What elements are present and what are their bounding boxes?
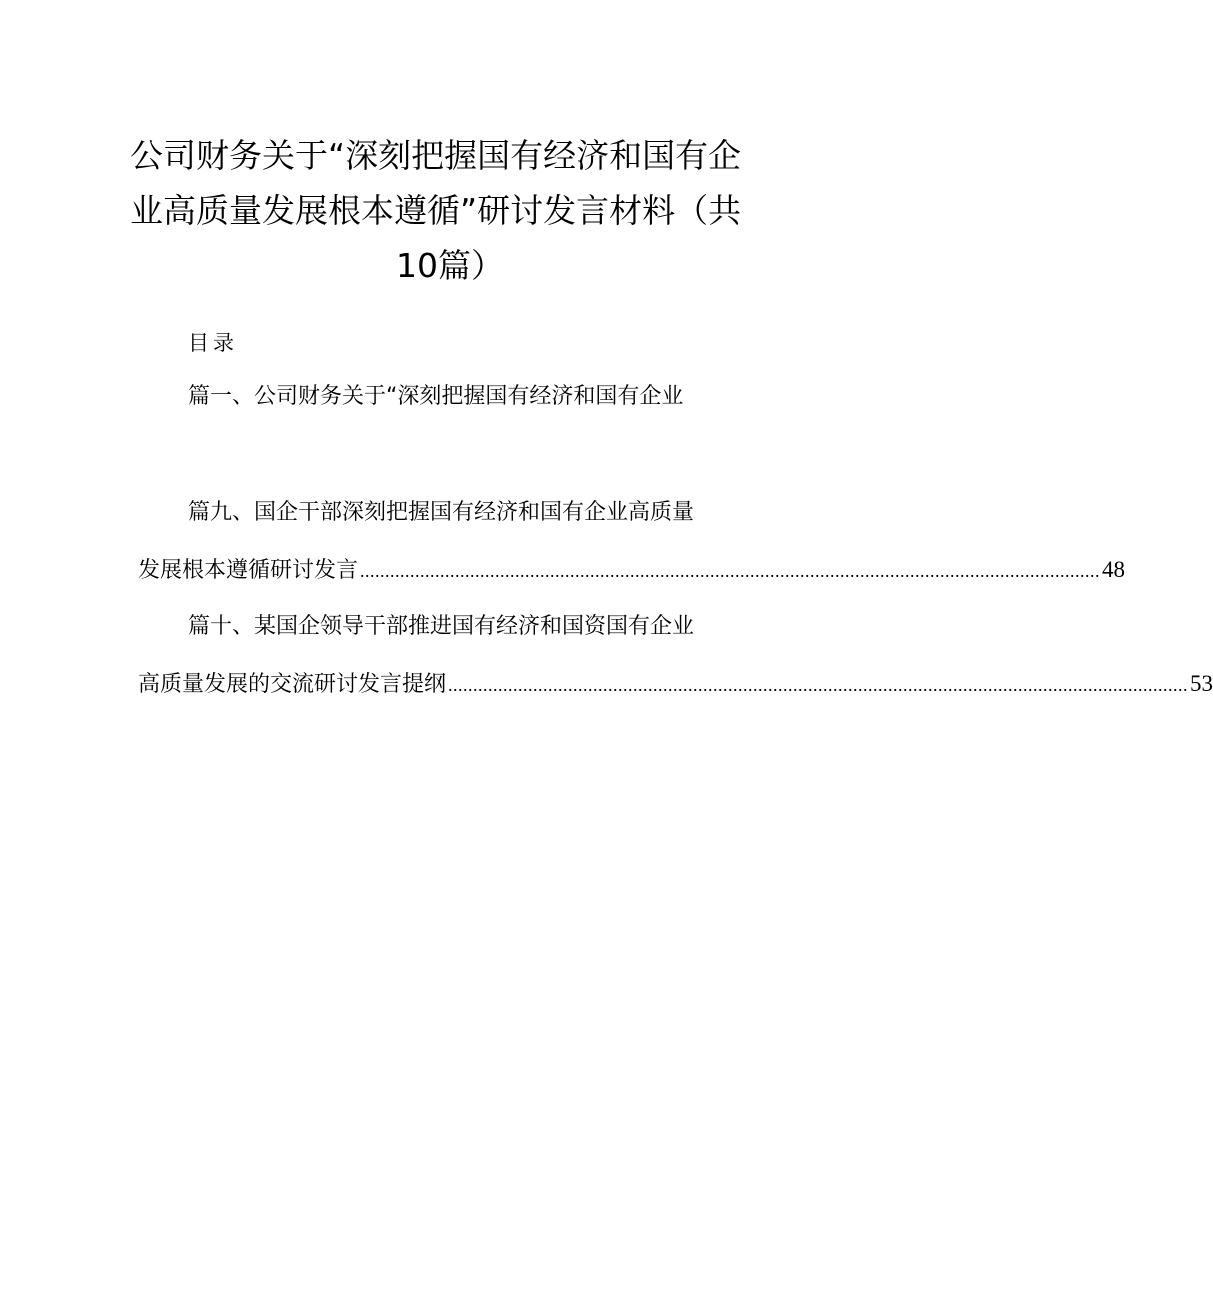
toc-leader-dots: .................................................................................................................................................... (448, 675, 1189, 695)
toc-page-number: 48 (1102, 557, 1126, 582)
toc-entry-9-text: 发展根本遵循研讨发言 (138, 558, 359, 583)
title-line-1: 公司财务关于“深刻把握国有经济和国有企 (130, 136, 742, 175)
toc-entry-10-text: 高质量发展的交流研讨发言提纲 (138, 672, 447, 697)
toc-entry-10-line2[interactable] (138, 669, 1213, 700)
document-title (130, 128, 770, 293)
toc-entry-10-line1[interactable]: 篇十、某国企领导干部推进国有经济和国资国有企业 (188, 614, 695, 639)
toc-entry-1[interactable]: 篇一、公司财务关于“深刻把握国有经济和国有企业 (188, 384, 684, 409)
toc-heading: 目录 (188, 331, 238, 355)
toc-entry-9-line1[interactable]: 篇九、国企干部深刻把握国有经济和国有企业高质量 (188, 500, 695, 525)
toc-entry-9-line2[interactable] (138, 555, 1126, 586)
toc-leader-dots: .................................................................................................................................................... (360, 561, 1101, 581)
title-line-3: 10篇） (396, 246, 504, 285)
toc-page-number: 53 (1190, 671, 1213, 696)
title-line-2: 业高质量发展根本遵循”研讨发言材料（共 (130, 191, 742, 230)
